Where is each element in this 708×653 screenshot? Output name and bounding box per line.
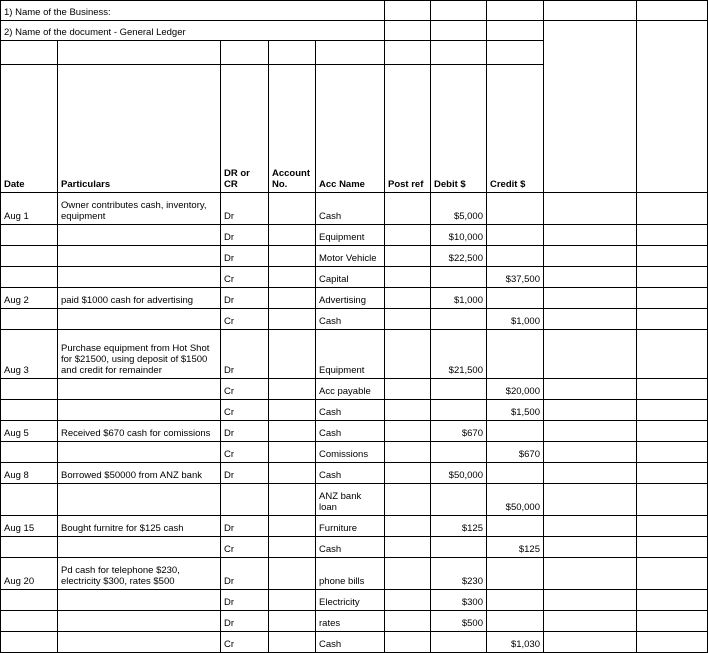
title-row1-extra2-cell[interactable] bbox=[637, 1, 708, 21]
cell-acc-name[interactable]: Capital bbox=[316, 267, 385, 288]
cell-date[interactable] bbox=[1, 632, 58, 653]
cell-extra-1[interactable] bbox=[544, 246, 637, 267]
header-account-no-line1: Account bbox=[272, 167, 310, 179]
title-row1-credit-cell[interactable] bbox=[487, 1, 544, 21]
cell-dr-cr[interactable]: Dr bbox=[221, 421, 269, 442]
cell-date[interactable]: Aug 15 bbox=[1, 516, 58, 537]
cell-extra-2[interactable] bbox=[637, 288, 708, 309]
cell-post-ref[interactable] bbox=[385, 246, 431, 267]
page-label-area[interactable] bbox=[544, 21, 637, 193]
cell-acc-name[interactable]: Cash bbox=[316, 309, 385, 330]
cell-account-no[interactable] bbox=[269, 463, 316, 484]
header-dr-or-cr-line2: CR bbox=[224, 179, 238, 191]
cell-post-ref[interactable] bbox=[385, 288, 431, 309]
table-row bbox=[1, 288, 708, 309]
cell-dr-cr[interactable]: Dr bbox=[221, 246, 269, 267]
cell-debit[interactable]: $300 bbox=[431, 590, 487, 611]
cell-acc-name[interactable]: ANZ bank loan bbox=[316, 484, 385, 516]
cell-acc-name[interactable]: Acc payable bbox=[316, 379, 385, 400]
table-row bbox=[1, 330, 708, 379]
cell-acc-name[interactable]: Equipment bbox=[316, 225, 385, 246]
cell-acc-name[interactable]: Electricity bbox=[316, 590, 385, 611]
cell-acc-name[interactable]: Equipment bbox=[316, 330, 385, 379]
cell-debit[interactable]: $5,000 bbox=[431, 193, 487, 225]
cell-dr-cr[interactable]: Dr bbox=[221, 463, 269, 484]
cell-credit[interactable] bbox=[487, 225, 544, 246]
cell-post-ref[interactable] bbox=[385, 484, 431, 516]
cell-account-no[interactable] bbox=[269, 309, 316, 330]
cell-acc-name[interactable]: Cash bbox=[316, 193, 385, 225]
cell-extra-1[interactable] bbox=[544, 442, 637, 463]
cell-date[interactable]: Aug 1 bbox=[1, 193, 58, 225]
header-dr-or-cr-line1: DR or bbox=[224, 167, 250, 179]
cell-post-ref[interactable] bbox=[385, 421, 431, 442]
cell-date[interactable]: Aug 5 bbox=[1, 421, 58, 442]
table-row bbox=[1, 246, 708, 267]
cell-extra-1[interactable] bbox=[544, 484, 637, 516]
table-row bbox=[1, 516, 708, 537]
cell-acc-name[interactable]: phone bills bbox=[316, 558, 385, 590]
cell-extra-1[interactable] bbox=[544, 537, 637, 558]
cell-account-no[interactable] bbox=[269, 537, 316, 558]
cell-date[interactable] bbox=[1, 246, 58, 267]
cell-credit[interactable] bbox=[487, 330, 544, 379]
cell-extra-1[interactable] bbox=[544, 400, 637, 421]
cell-extra-2[interactable] bbox=[637, 516, 708, 537]
cell-particulars[interactable] bbox=[58, 611, 221, 632]
cell-extra-2[interactable] bbox=[637, 558, 708, 590]
table-row bbox=[1, 379, 708, 400]
table-row bbox=[1, 400, 708, 421]
title-row1-extra1-cell[interactable] bbox=[544, 1, 637, 21]
spacer-accno-cell[interactable] bbox=[269, 41, 316, 65]
cell-post-ref[interactable] bbox=[385, 193, 431, 225]
cell-dr-cr[interactable]: Cr bbox=[221, 309, 269, 330]
cell-credit[interactable] bbox=[487, 246, 544, 267]
cell-particulars[interactable] bbox=[58, 400, 221, 421]
cell-particulars[interactable] bbox=[58, 484, 221, 516]
cell-acc-name[interactable]: Motor Vehicle bbox=[316, 246, 385, 267]
cell-acc-name[interactable]: Cash bbox=[316, 400, 385, 421]
cell-extra-2[interactable] bbox=[637, 442, 708, 463]
cell-extra-1[interactable] bbox=[544, 558, 637, 590]
cell-acc-name[interactable]: Cash bbox=[316, 421, 385, 442]
cell-acc-name[interactable]: Comissions bbox=[316, 442, 385, 463]
cell-dr-cr[interactable]: Dr bbox=[221, 558, 269, 590]
cell-credit[interactable]: $1,500 bbox=[487, 400, 544, 421]
cell-post-ref[interactable] bbox=[385, 225, 431, 246]
cell-date[interactable] bbox=[1, 590, 58, 611]
cell-extra-2[interactable] bbox=[637, 632, 708, 653]
cell-credit[interactable] bbox=[487, 288, 544, 309]
cell-credit[interactable]: $37,500 bbox=[487, 267, 544, 288]
cell-post-ref[interactable] bbox=[385, 611, 431, 632]
cell-extra-1[interactable] bbox=[544, 516, 637, 537]
spacer-drcr-cell[interactable] bbox=[221, 41, 269, 65]
cell-particulars[interactable]: Bought furnitre for $125 cash bbox=[58, 516, 221, 537]
header-account-no[interactable] bbox=[269, 65, 316, 193]
title-row2-extra2-cell[interactable] bbox=[637, 21, 708, 193]
cell-post-ref[interactable] bbox=[385, 516, 431, 537]
cell-extra-2[interactable] bbox=[637, 611, 708, 632]
cell-credit[interactable] bbox=[487, 463, 544, 484]
cell-particulars[interactable]: Owner contributes cash, inventory, equipment bbox=[58, 193, 221, 225]
cell-particulars[interactable]: Received $670 cash for comissions bbox=[58, 421, 221, 442]
cell-account-no[interactable] bbox=[269, 442, 316, 463]
table-row bbox=[1, 225, 708, 246]
cell-extra-1[interactable] bbox=[544, 193, 637, 225]
cell-date[interactable] bbox=[1, 442, 58, 463]
cell-dr-cr[interactable] bbox=[221, 484, 269, 516]
cell-post-ref[interactable] bbox=[385, 379, 431, 400]
cell-debit[interactable]: $1,000 bbox=[431, 288, 487, 309]
cell-particulars[interactable] bbox=[58, 590, 221, 611]
title-row-document bbox=[1, 21, 708, 41]
header-acc-name[interactable]: Acc Name bbox=[316, 65, 385, 193]
cell-extra-2[interactable] bbox=[637, 590, 708, 611]
cell-debit[interactable] bbox=[431, 537, 487, 558]
cell-dr-cr[interactable]: Cr bbox=[221, 442, 269, 463]
cell-debit[interactable]: $670 bbox=[431, 421, 487, 442]
cell-extra-2[interactable] bbox=[637, 267, 708, 288]
title-row2-postref-cell[interactable] bbox=[385, 21, 431, 41]
cell-date[interactable] bbox=[1, 225, 58, 246]
cell-acc-name[interactable]: Cash bbox=[316, 632, 385, 653]
cell-particulars[interactable] bbox=[58, 537, 221, 558]
cell-extra-1[interactable] bbox=[544, 288, 637, 309]
cell-date[interactable]: Aug 8 bbox=[1, 463, 58, 484]
cell-dr-cr[interactable]: Dr bbox=[221, 590, 269, 611]
cell-dr-cr[interactable]: Cr bbox=[221, 632, 269, 653]
cell-particulars[interactable]: Borrowed $50000 from ANZ bank bbox=[58, 463, 221, 484]
cell-extra-2[interactable] bbox=[637, 421, 708, 442]
table-row bbox=[1, 463, 708, 484]
cell-debit[interactable]: $230 bbox=[431, 558, 487, 590]
cell-extra-2[interactable] bbox=[637, 225, 708, 246]
cell-extra-2[interactable] bbox=[637, 193, 708, 225]
cell-post-ref[interactable] bbox=[385, 537, 431, 558]
cell-debit[interactable] bbox=[431, 442, 487, 463]
spacer-credit-cell[interactable] bbox=[487, 41, 544, 65]
cell-account-no[interactable] bbox=[269, 330, 316, 379]
cell-date[interactable]: Aug 3 bbox=[1, 330, 58, 379]
spacer-particulars-cell[interactable] bbox=[58, 41, 221, 65]
cell-debit[interactable] bbox=[431, 484, 487, 516]
cell-dr-cr[interactable]: Dr bbox=[221, 288, 269, 309]
cell-debit[interactable]: $22,500 bbox=[431, 246, 487, 267]
header-dr-or-cr[interactable] bbox=[221, 65, 269, 193]
cell-particulars[interactable] bbox=[58, 309, 221, 330]
cell-particulars[interactable]: paid $1000 cash for advertising bbox=[58, 288, 221, 309]
cell-credit[interactable] bbox=[487, 611, 544, 632]
spacer-debit-cell[interactable] bbox=[431, 41, 487, 65]
cell-acc-name[interactable]: Cash bbox=[316, 463, 385, 484]
title-row-business bbox=[1, 1, 708, 21]
cell-post-ref[interactable] bbox=[385, 400, 431, 421]
cell-acc-name[interactable]: rates bbox=[316, 611, 385, 632]
cell-debit[interactable] bbox=[431, 400, 487, 421]
title-row2-credit-cell[interactable] bbox=[487, 21, 544, 41]
cell-date[interactable] bbox=[1, 484, 58, 516]
cell-post-ref[interactable] bbox=[385, 590, 431, 611]
cell-credit[interactable]: $670 bbox=[487, 442, 544, 463]
business-name-label[interactable]: 1) Name of the Business: bbox=[1, 1, 385, 21]
cell-extra-2[interactable] bbox=[637, 379, 708, 400]
cell-account-no[interactable] bbox=[269, 288, 316, 309]
cell-dr-cr[interactable]: Cr bbox=[221, 537, 269, 558]
cell-dr-cr[interactable]: Cr bbox=[221, 379, 269, 400]
spacer-postref-cell[interactable] bbox=[385, 41, 431, 65]
cell-extra-2[interactable] bbox=[637, 400, 708, 421]
cell-account-no[interactable] bbox=[269, 516, 316, 537]
cell-particulars[interactable] bbox=[58, 632, 221, 653]
cell-particulars[interactable]: Purchase equipment from Hot Shot for $21500, using deposit of $1500 and credit for remainder bbox=[58, 330, 221, 379]
cell-particulars[interactable] bbox=[58, 442, 221, 463]
cell-dr-cr[interactable]: Cr bbox=[221, 267, 269, 288]
cell-post-ref[interactable] bbox=[385, 558, 431, 590]
cell-account-no[interactable] bbox=[269, 379, 316, 400]
table-row bbox=[1, 421, 708, 442]
cell-account-no[interactable] bbox=[269, 421, 316, 442]
cell-credit[interactable]: $20,000 bbox=[487, 379, 544, 400]
cell-particulars[interactable] bbox=[58, 267, 221, 288]
cell-extra-1[interactable] bbox=[544, 421, 637, 442]
cell-post-ref[interactable] bbox=[385, 330, 431, 379]
cell-extra-1[interactable] bbox=[544, 632, 637, 653]
cell-extra-2[interactable] bbox=[637, 309, 708, 330]
title-row1-debit-cell[interactable] bbox=[431, 1, 487, 21]
cell-credit[interactable] bbox=[487, 590, 544, 611]
cell-extra-2[interactable] bbox=[637, 463, 708, 484]
cell-dr-cr[interactable]: Dr bbox=[221, 611, 269, 632]
cell-extra-1[interactable] bbox=[544, 463, 637, 484]
cell-credit[interactable] bbox=[487, 193, 544, 225]
table-row bbox=[1, 484, 708, 516]
cell-debit[interactable] bbox=[431, 379, 487, 400]
cell-date[interactable] bbox=[1, 400, 58, 421]
cell-credit[interactable]: $1,030 bbox=[487, 632, 544, 653]
cell-particulars[interactable] bbox=[58, 246, 221, 267]
cell-debit[interactable]: $500 bbox=[431, 611, 487, 632]
title-row1-postref-cell[interactable] bbox=[385, 1, 431, 21]
title-row2-debit-cell[interactable] bbox=[431, 21, 487, 41]
cell-dr-cr[interactable]: Cr bbox=[221, 400, 269, 421]
cell-credit[interactable]: $1,000 bbox=[487, 309, 544, 330]
cell-post-ref[interactable] bbox=[385, 442, 431, 463]
cell-account-no[interactable] bbox=[269, 484, 316, 516]
cell-credit[interactable] bbox=[487, 421, 544, 442]
cell-particulars[interactable] bbox=[58, 379, 221, 400]
header-post-ref[interactable]: Post ref bbox=[385, 65, 431, 193]
cell-account-no[interactable] bbox=[269, 611, 316, 632]
cell-debit[interactable] bbox=[431, 309, 487, 330]
cell-date[interactable] bbox=[1, 537, 58, 558]
header-date[interactable]: Date bbox=[1, 65, 58, 193]
cell-debit[interactable]: $125 bbox=[431, 516, 487, 537]
cell-extra-1[interactable] bbox=[544, 330, 637, 379]
cell-acc-name[interactable]: Advertising bbox=[316, 288, 385, 309]
cell-post-ref[interactable] bbox=[385, 309, 431, 330]
header-credit[interactable]: Credit $ bbox=[487, 65, 544, 193]
document-name-label[interactable]: 2) Name of the document - General Ledger bbox=[1, 21, 385, 41]
cell-date[interactable]: Aug 20 bbox=[1, 558, 58, 590]
cell-post-ref[interactable] bbox=[385, 463, 431, 484]
cell-date[interactable] bbox=[1, 379, 58, 400]
cell-dr-cr[interactable]: Dr bbox=[221, 330, 269, 379]
cell-credit[interactable] bbox=[487, 516, 544, 537]
cell-dr-cr[interactable]: Dr bbox=[221, 193, 269, 225]
cell-extra-2[interactable] bbox=[637, 484, 708, 516]
cell-account-no[interactable] bbox=[269, 225, 316, 246]
cell-account-no[interactable] bbox=[269, 400, 316, 421]
table-row bbox=[1, 632, 708, 653]
cell-credit[interactable] bbox=[487, 558, 544, 590]
table-row bbox=[1, 442, 708, 463]
cell-particulars[interactable]: Pd cash for telephone $230, electricity $300, rates $500 bbox=[58, 558, 221, 590]
header-account-no-line2: No. bbox=[272, 179, 288, 191]
cell-particulars[interactable] bbox=[58, 225, 221, 246]
table-row bbox=[1, 267, 708, 288]
cell-extra-1[interactable] bbox=[544, 611, 637, 632]
table-row bbox=[1, 537, 708, 558]
cell-extra-1[interactable] bbox=[544, 590, 637, 611]
spacer-accname-cell[interactable] bbox=[316, 41, 385, 65]
cell-debit[interactable] bbox=[431, 632, 487, 653]
cell-debit[interactable]: $21,500 bbox=[431, 330, 487, 379]
cell-extra-1[interactable] bbox=[544, 379, 637, 400]
cell-dr-cr[interactable]: Dr bbox=[221, 225, 269, 246]
table-row bbox=[1, 309, 708, 330]
table-row bbox=[1, 193, 708, 225]
cell-extra-1[interactable] bbox=[544, 267, 637, 288]
table-row bbox=[1, 611, 708, 632]
cell-dr-cr[interactable]: Dr bbox=[221, 516, 269, 537]
cell-acc-name[interactable]: Furniture bbox=[316, 516, 385, 537]
table-row bbox=[1, 558, 708, 590]
cell-debit[interactable]: $50,000 bbox=[431, 463, 487, 484]
cell-post-ref[interactable] bbox=[385, 267, 431, 288]
table-row bbox=[1, 590, 708, 611]
cell-credit[interactable]: $50,000 bbox=[487, 484, 544, 516]
cell-account-no[interactable] bbox=[269, 193, 316, 225]
cell-debit[interactable]: $10,000 bbox=[431, 225, 487, 246]
cell-extra-1[interactable] bbox=[544, 309, 637, 330]
cell-account-no[interactable] bbox=[269, 632, 316, 653]
cell-post-ref[interactable] bbox=[385, 632, 431, 653]
cell-date[interactable]: Aug 2 bbox=[1, 288, 58, 309]
cell-extra-2[interactable] bbox=[637, 330, 708, 379]
cell-date[interactable] bbox=[1, 611, 58, 632]
header-debit[interactable]: Debit $ bbox=[431, 65, 487, 193]
cell-extra-1[interactable] bbox=[544, 225, 637, 246]
cell-account-no[interactable] bbox=[269, 558, 316, 590]
cell-date[interactable] bbox=[1, 309, 58, 330]
cell-extra-2[interactable] bbox=[637, 537, 708, 558]
spacer-date-cell[interactable] bbox=[1, 41, 58, 65]
cell-account-no[interactable] bbox=[269, 267, 316, 288]
cell-account-no[interactable] bbox=[269, 246, 316, 267]
header-particulars[interactable]: Particulars bbox=[58, 65, 221, 193]
cell-date[interactable] bbox=[1, 267, 58, 288]
cell-account-no[interactable] bbox=[269, 590, 316, 611]
cell-acc-name[interactable]: Cash bbox=[316, 537, 385, 558]
cell-extra-2[interactable] bbox=[637, 246, 708, 267]
cell-debit[interactable] bbox=[431, 267, 487, 288]
cell-credit[interactable]: $125 bbox=[487, 537, 544, 558]
